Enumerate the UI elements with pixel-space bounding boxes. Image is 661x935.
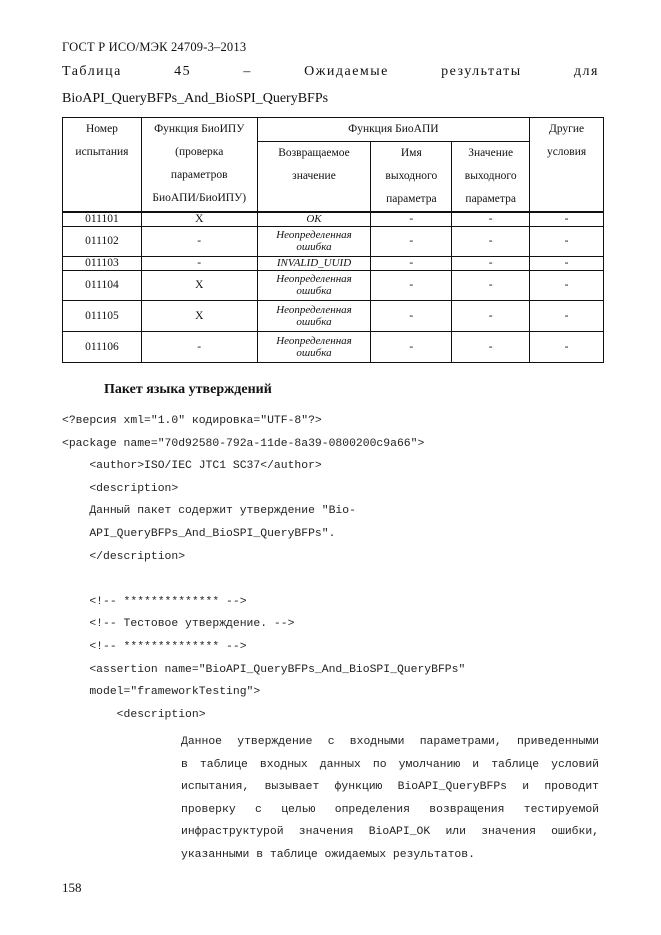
caption-word: –	[243, 64, 252, 79]
cell-output-name: -	[371, 212, 452, 226]
cell-other: -	[530, 300, 604, 331]
cell-test-number: 011103	[63, 256, 142, 270]
table-row	[63, 256, 604, 270]
code-line: API_QueryBFPs_And_BioSPI_QueryBFPs".	[62, 527, 336, 540]
header-line: Значение	[468, 147, 514, 159]
code-block	[62, 410, 465, 726]
description-line: Данное утверждение с входными параметрами, приведенными	[181, 736, 599, 748]
header-line: Функция БиоИПУ	[154, 123, 245, 135]
header-line: Другие	[548, 123, 585, 135]
cell-return-value	[257, 331, 371, 362]
caption-word: для	[573, 64, 599, 79]
cell-output-value: -	[452, 212, 530, 226]
header-test-number	[63, 118, 142, 213]
table-row	[63, 331, 604, 362]
cell-output-name: -	[371, 331, 452, 362]
table-row	[63, 226, 604, 256]
cell-bioipu: -	[141, 226, 257, 256]
cell-return-value: INVALID_UUID	[257, 256, 371, 270]
cell-test-number: 011106	[63, 331, 142, 362]
header-line: значение	[292, 170, 336, 182]
cell-other: -	[530, 226, 604, 256]
header-bioipu-function	[141, 118, 257, 213]
cell-other: -	[530, 270, 604, 300]
cell-test-number: 011105	[63, 300, 142, 331]
cell-test-number: 011102	[63, 226, 142, 256]
header-line: параметра	[465, 193, 516, 205]
header-line: выходного	[464, 170, 517, 182]
cell-test-number: 011101	[63, 212, 142, 226]
header-line: Возвращаемое	[278, 147, 350, 159]
code-line: model="frameworkTesting">	[62, 686, 261, 699]
code-line: <author>ISO/IEC JTC1 SC37</author>	[62, 460, 322, 473]
cell-output-name: -	[371, 256, 452, 270]
table-row	[63, 270, 604, 300]
table-row	[63, 300, 604, 331]
caption-word: 45	[174, 64, 192, 79]
code-line	[62, 568, 465, 591]
table-caption	[62, 64, 599, 80]
header-line: испытания	[75, 146, 129, 158]
assertion-description	[181, 731, 599, 867]
document-header: ГОСТ Р ИСО/МЭК 24709-3–2013	[62, 40, 247, 54]
header-line: условия	[546, 146, 587, 158]
code-line: <!-- ************** -->	[62, 595, 247, 608]
caption-word: Таблица	[62, 64, 122, 79]
code-line: <package name="70d92580-792a-11de-8a39-0800200c9a66">	[62, 437, 425, 450]
code-line: <description>	[62, 708, 206, 721]
description-line: указанными в таблице ожидаемых результатов.	[181, 848, 475, 861]
return-line: Неопределенная	[276, 303, 352, 316]
expected-results-table	[62, 117, 604, 363]
return-line: ошибка	[296, 315, 332, 328]
description-line: испытания, вызывает функцию BioAPI_QueryBFPs и проводит	[181, 781, 599, 794]
header-line: БиоАПИ/БиоИПУ)	[152, 192, 247, 204]
cell-bioipu: -	[141, 256, 257, 270]
cell-return-value	[257, 300, 371, 331]
return-line: Неопределенная	[276, 229, 352, 241]
header-other-conditions	[530, 118, 604, 213]
cell-output-name: -	[371, 226, 452, 256]
cell-output-value: -	[452, 270, 530, 300]
caption-word: результаты	[441, 64, 522, 79]
header-bioapi-function: Функция БиоАПИ	[257, 118, 530, 142]
header-line: параметров	[170, 169, 228, 181]
cell-other: -	[530, 212, 604, 226]
cell-bioipu: X	[141, 212, 257, 226]
cell-output-value: -	[452, 300, 530, 331]
return-line: ошибка	[296, 346, 332, 359]
header-line: (проверка	[175, 146, 224, 158]
header-output-param-value	[452, 142, 530, 213]
header-line: параметра	[386, 193, 437, 205]
cell-bioipu: -	[141, 331, 257, 362]
cell-return-value	[257, 226, 371, 256]
return-line: ошибка	[296, 285, 332, 297]
code-line: Данный пакет содержит утверждение "Bio-	[62, 505, 356, 518]
cell-return-value: OK	[257, 212, 371, 226]
cell-output-value: -	[452, 331, 530, 362]
cell-test-number: 011104	[63, 270, 142, 300]
cell-output-name: -	[371, 270, 452, 300]
cell-other: -	[530, 256, 604, 270]
cell-output-value: -	[452, 256, 530, 270]
code-line: </description>	[62, 550, 186, 563]
description-line: проверку с целью определения возвращения тестируемой	[181, 803, 599, 816]
header-line: Номер	[85, 123, 118, 135]
return-line: ошибка	[296, 241, 332, 253]
code-line: <description>	[62, 482, 179, 495]
header-return-value	[257, 142, 371, 213]
return-line: Неопределенная	[276, 273, 352, 285]
cell-bioipu: X	[141, 270, 257, 300]
table-row	[63, 212, 604, 226]
cell-bioipu: X	[141, 300, 257, 331]
header-line: Имя	[400, 147, 422, 159]
header-line: выходного	[385, 170, 438, 182]
code-line: <!-- ************** -->	[62, 640, 247, 653]
section-title: Пакет языка утверждений	[104, 382, 272, 397]
caption-word: Ожидаемые	[304, 64, 389, 79]
description-line: инфраструктурой значения BioAPI_OK или значения ошибки,	[181, 826, 599, 839]
cell-return-value	[257, 270, 371, 300]
table-caption-line2: BioAPI_QueryBFPs_And_BioSPI_QueryBFPs	[62, 91, 329, 106]
code-line: <?версия xml="1.0" кодировка="UTF-8"?>	[62, 415, 322, 427]
cell-other: -	[530, 331, 604, 362]
description-line: в таблице входных данных по умолчанию и таблице условий	[181, 758, 599, 771]
page-number: 158	[62, 880, 82, 895]
code-line: <assertion name="BioAPI_QueryBFPs_And_BioSPI_QueryBFPs"	[62, 663, 466, 676]
header-output-param-name	[371, 142, 452, 213]
code-line: <!-- Тестовое утверждение. -->	[62, 618, 295, 631]
cell-output-name: -	[371, 300, 452, 331]
return-line: Неопределенная	[276, 334, 352, 347]
cell-output-value: -	[452, 226, 530, 256]
